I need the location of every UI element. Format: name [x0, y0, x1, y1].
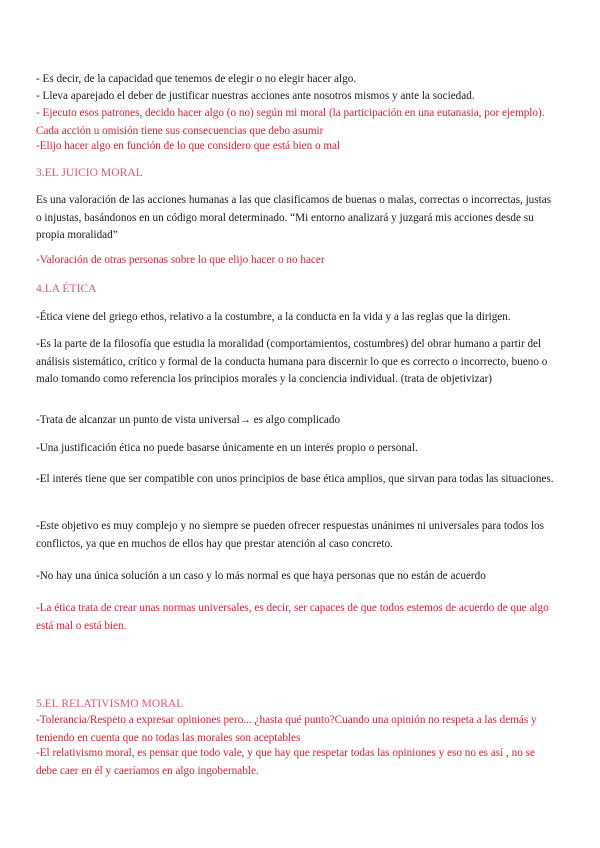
paragraph-etica-normas: -La ética trata de crear unas normas universales, es decir, ser capaces de que todos estemos de acuerdo de que algo está mal o está bien. — [36, 602, 549, 632]
bullet-elijo-hacer: -Elijo hacer algo en función de lo que considero que está bien o mal — [36, 140, 341, 152]
paragraph-juicio-definicion: Es una valoración de las acciones humanas a las que clasificamos de buenas o malas, correctas o incorrectas, justas o injustas, basándonos en un código moral determinado. “Mi entorno analizará y juzgará mis acciones desde su propia moralidad” — [36, 194, 552, 241]
paragraph-valoracion-otras: -Valoración de otras personas sobre lo que elijo hacer o no hacer — [36, 254, 325, 266]
paragraph-no-unica-solucion: -No hay una única solución a un caso y lo más normal es que haya personas que no están de acuerdo — [36, 570, 486, 582]
paragraph-objetivo-complejo: -Este objetivo es muy complejo y no siempre se pueden ofrecer respuestas unánimes ni universales para todos los conflictos, ya que en muchos de ellos hay que prestar atención al caso concreto. — [36, 520, 544, 550]
bullet-deber-justificar: - Lleva aparejado el deber de justificar nuestras acciones ante nosotros mismos y ante la sociedad. — [36, 90, 475, 102]
paragraph-etica-filosofia: -Es la parte de la filosofía que estudia la moralidad (comportamientos, costumbres) del obrar humano a partir del análisis sistemático, crítico y formal de la conducta humana para discernir lo que es correcto o incorrecto, bueno o malo tomando como referencia los principios morales y la conciencia individual. (trata de objetivizar) — [36, 338, 548, 385]
bullet-capacidad-elegir: - Es decir, de la capacidad que tenemos de elegir o no elegir hacer algo. — [36, 73, 357, 85]
paragraph-relativismo-moral: -El relativismo moral, es pensar que todo vale, y que hay que respetar todas las opiniones y eso no es así , no se debe caer en él y caeríamos en algo ingobernable. — [36, 747, 535, 777]
paragraph-etica-griego: -Ética viene del griego ethos, relativo a la costumbre, a la conducta en la vida y a las reglas que la dirigen. — [36, 311, 511, 323]
bullet-ejecuto-patrones: - Ejecuto esos patrones, decido hacer algo (o no) según mi moral (la participación en una eutanasia, por ejemplo). Cada acción u omisión tiene sus consecuencias que debo asumir — [36, 107, 545, 137]
section-heading-relativismo: 5.EL RELATIVISMO MORAL — [36, 697, 184, 710]
paragraph-tolerancia: -Tolerancia/Respeto a expresar opiniones pero... ¿hasta qué punto?Cuando una opinión no respeta a las demás y teniendo en cuenta que no todas las morales son aceptables — [36, 714, 537, 744]
section-heading-juicio-moral: 3.EL JUICIO MORAL — [36, 166, 143, 179]
paragraph-justificacion-etica: -Una justificación ética no puede basarse únicamente en un interés propio o personal. — [36, 442, 418, 454]
paragraph-punto-universal: -Trata de alcanzar un punto de vista universal→ es algo complicado — [36, 414, 341, 426]
paragraph-interes-compatible: -El interés tiene que ser compatible con unos principios de base ética amplios, que sirvan para todas las situaciones. — [36, 473, 554, 485]
section-heading-etica: 4.LA ÉTICA — [36, 282, 97, 295]
